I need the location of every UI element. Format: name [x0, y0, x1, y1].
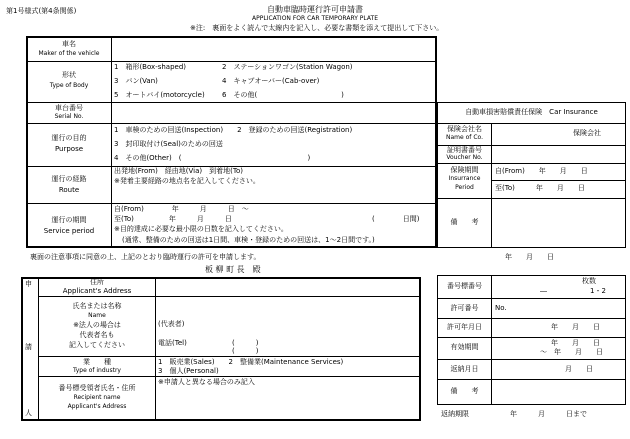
permit-date-label: 許可年月日 [447, 323, 482, 331]
return-date-value: 月 日 [565, 365, 593, 373]
recipient-note: ※申請人と異なる場合のみ記入 [158, 378, 255, 386]
sheets-value: 1・2 [590, 287, 606, 295]
insurance-period-label-en2: Period [455, 184, 474, 191]
industry-label: 業 種 [83, 358, 111, 366]
tel-area-code[interactable]: ( ) [232, 339, 259, 347]
insurance-header: 自動車損害賠償責任保険 Car Insurance [465, 108, 598, 116]
insurance-company-label: 保険会社名 [447, 125, 482, 133]
recipient-field[interactable] [158, 390, 418, 418]
valid-period-from: 年 月 日 [551, 339, 600, 347]
form-title-english: APPLICATION FOR CAR TEMPORARY PLATE [251, 15, 378, 22]
purpose-option-1-2[interactable]: 1 車検のための回送(Inspection) 2 登録のための回送(Registration) [114, 126, 353, 134]
voucher-label-en: Voucher No. [446, 154, 483, 161]
route-line-1: 出発地(From) 経由地(Via) 到着地(To) [114, 167, 243, 175]
form-title: 自動車臨時運行許可申請書 [267, 5, 363, 14]
maker-field[interactable] [114, 40, 434, 59]
purpose-option-4[interactable]: 4 その他(Other) ( ) [114, 154, 311, 162]
plate-number-dash: ― [540, 287, 547, 295]
insurance-period-to[interactable]: 至(To) 年 月 日 [495, 184, 585, 192]
purpose-option-3[interactable]: 3 封印取付け(Seal)のための回送 [114, 140, 223, 148]
name-label: 氏名または名称 [72, 302, 122, 310]
maker-label: 車名 [62, 40, 76, 48]
sheets-label: 枚数 [582, 277, 596, 285]
recipient-label-en2: Applicant's Address [67, 403, 127, 410]
permit-number-prefix: No. [495, 304, 507, 312]
purpose-label-en: Purpose [54, 145, 84, 153]
name-note-2: 代表者名も [79, 331, 115, 339]
body-type-option-5[interactable]: 5 オートバイ(motorcycle) [114, 91, 205, 99]
name-note-3: 記入してください [69, 341, 125, 349]
tel-label: 電話(Tel) [158, 339, 187, 347]
period-from[interactable]: 自(From) 年 月 日 ～ [114, 205, 249, 213]
period-to[interactable]: 至(To) 年 月 日 [114, 215, 232, 223]
address-field[interactable] [158, 280, 418, 295]
name-label-en: Name [88, 312, 106, 319]
address-label-en: Applicant's Address [62, 287, 132, 295]
form-number: 第1号様式(第4条関係) [6, 7, 77, 15]
applicant-side-char-3: 人 [25, 409, 32, 417]
valid-period-label: 有効期間 [450, 343, 479, 351]
body-type-option-1[interactable]: 1 箱形(Box-shaped) [114, 63, 187, 71]
address-label: 住所 [90, 278, 104, 286]
period-days[interactable]: ( 日間) [372, 215, 420, 223]
office-remarks-label: 備 考 [450, 387, 479, 395]
insurance-company-suffix: 保険会社 [573, 129, 601, 137]
industry-option-3[interactable]: 3 個人(Personal) [158, 367, 219, 375]
route-label: 運行の経路 [51, 175, 87, 183]
period-note: (通常、整備のための回送は1日間、車検・登録のための回送は、1～2日間です。) [122, 236, 375, 244]
permit-number-label: 許可番号 [450, 304, 479, 312]
route-field[interactable] [114, 188, 434, 202]
route-label-en: Route [58, 186, 80, 194]
return-date-label: 返納月日 [450, 365, 479, 373]
route-instruction: ※発着主要経路の地点名を記入してください。 [114, 177, 260, 185]
plate-number-label: 番号標番号 [447, 282, 482, 290]
tel-area-code-2[interactable]: ( ) [232, 347, 259, 355]
insurance-period-from[interactable]: 自(From) 年 月 日 [495, 167, 588, 175]
insurance-remarks-label: 備 考 [450, 218, 479, 226]
industry-options-1-2[interactable]: 1 販売業(Sales) 2 整備業(Maintenance Services) [158, 358, 344, 366]
recipient-label-en1: Recipient name [73, 394, 121, 401]
voucher-label: 証明書番号 [447, 146, 482, 154]
body-type-option-3[interactable]: 3 バン(Van) [114, 77, 158, 85]
period-label-en: Service period [43, 227, 95, 235]
serial-label: 車台番号 [55, 104, 83, 112]
applicant-side-char-1: 申 [25, 280, 32, 288]
name-note-1: ※法人の場合は [73, 321, 121, 329]
period-label: 運行の期間 [51, 216, 87, 224]
name-field[interactable] [158, 298, 418, 318]
recipient-label: 番号標受領者氏名・住所 [58, 384, 136, 392]
industry-label-en: Type of industry [73, 367, 121, 374]
application-date[interactable]: 年 月 日 [505, 253, 554, 261]
return-deadline-label: 返納期限 [441, 410, 469, 418]
insurance-period-label-en1: Insurrance [448, 175, 481, 182]
return-deadline-value: 年 月 日まで [510, 410, 587, 418]
body-type-option-4[interactable]: 4 キャブオーバー(Cab-over) [222, 77, 320, 85]
permit-date-value: 年 月 日 [551, 323, 600, 331]
serial-label-en: Serial No. [54, 113, 84, 120]
valid-period-to: ～ 年 月 日 [540, 348, 603, 356]
purpose-label: 運行の目的 [51, 134, 87, 142]
representative-label: (代表者) [158, 320, 185, 328]
addressee: 板 柳 町 長 殿 [205, 265, 261, 274]
header-note: ※注: 裏面をよく読んで太線内を記入し、必要な書類を添えて提出して下さい。 [190, 24, 444, 32]
body-type-option-6[interactable]: 6 その他( ) [222, 91, 344, 99]
body-type-label-en: Type of Body [49, 82, 89, 89]
maker-label-en: Maker of the vehicle [38, 50, 100, 57]
body-type-label: 形状 [62, 71, 76, 79]
applicant-side-char-2: 請 [25, 343, 32, 351]
insurance-company-label-en: Name of Co. [446, 134, 483, 141]
consent-text: 裏面の注意事項に同意の上、上記のとおり臨時運行の許可を申請します。 [30, 253, 261, 261]
insurance-period-label: 保険期間 [450, 166, 479, 174]
body-type-option-2[interactable]: 2 ステーションワゴン(Station Wagon) [222, 63, 353, 71]
serial-field[interactable] [114, 104, 434, 122]
period-instruction: ※目的達成に必要な最小限の日数を記入してください。 [114, 225, 288, 233]
